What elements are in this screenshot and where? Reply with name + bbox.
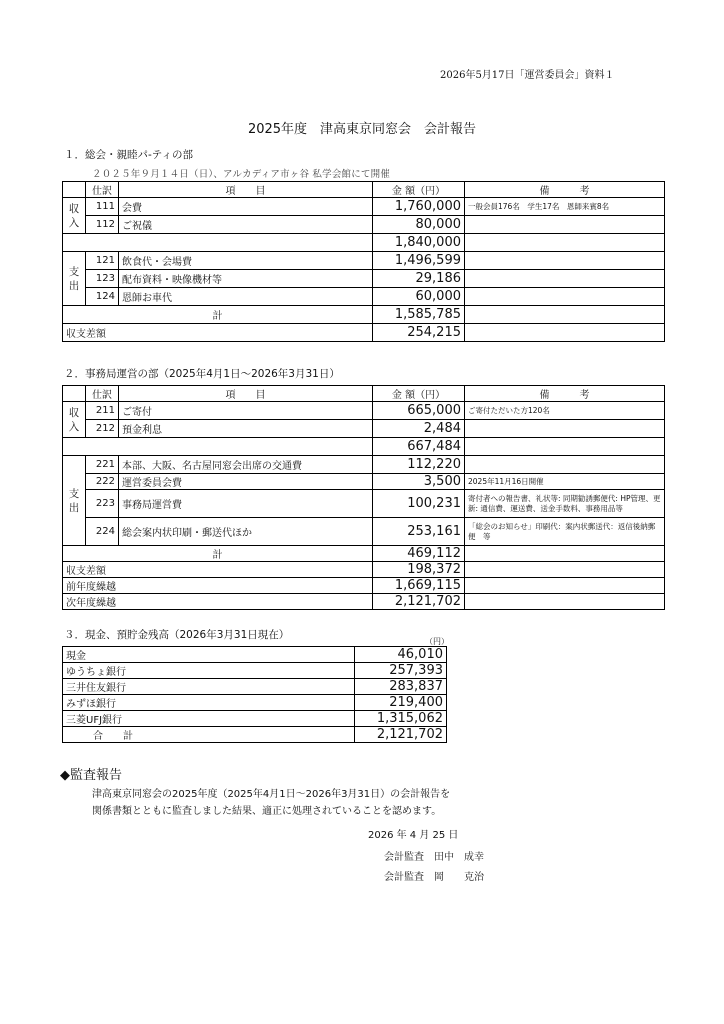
balance-total-amount: 2,121,702 [355,727,447,743]
row-item: 会費 [119,198,373,216]
header-item: 項 目 [119,182,373,198]
row-amount: 112,220 [373,456,465,474]
income-total: 1,840,000 [373,234,465,252]
balance-row-amount: 283,837 [355,679,447,695]
prev-carryover-amount: 1,669,115 [373,578,465,594]
section2-table [62,385,465,610]
auditor-1: 会計監査 田中 成幸 [384,852,484,863]
header-blank [63,386,86,402]
header-blank [63,182,86,198]
income-category-label: 収入 [63,402,86,438]
row-amount: 2,484 [373,420,465,438]
row-amount: 29,186 [373,270,465,288]
row-remarks [465,216,665,234]
row-code: 123 [86,270,119,288]
row-code: 211 [86,402,119,420]
section1-table [62,181,465,342]
audit-heading: ◆監査報告 [60,768,122,783]
section1-event-note: ２０２５年９月１４日（日）、アルカディア市ヶ谷 私学会館にて開催 [92,169,391,180]
row-remarks [465,288,665,306]
row-remarks: 2025年11月16日開催 [465,474,665,490]
balance-row-amount: 257,393 [355,663,447,679]
row-remarks: 一般会員176名 学生17名 恩師来賓8名 [465,198,665,216]
row-remarks [465,594,665,610]
row-remarks: 「総会のお知らせ」印刷代：案内状郵送代：返信後納郵便 等 [465,518,665,546]
balance-total-label: 合 計 [63,727,355,743]
row-remarks [465,306,665,324]
row-item: 預金利息 [119,420,373,438]
row-item: 運営委員会費 [119,474,373,490]
expense-category-label: 支出 [63,252,86,306]
row-item: 総会案内状印刷・郵送代ほか [119,518,373,546]
row-code: 221 [86,456,119,474]
row-remarks [465,420,665,438]
row-remarks [465,324,665,342]
document-reference: 2026年5月17日「運営委員会」資料１ [440,70,615,81]
row-remarks [465,546,665,562]
row-item: ご祝儀 [119,216,373,234]
row-item: ご寄付 [119,402,373,420]
row-remarks [465,578,665,594]
row-item: 恩師お車代 [119,288,373,306]
expense-category-label: 支出 [63,456,86,546]
section2-heading: ２．事務局運営の部（2025年4月1日～2026年3月31日） [64,368,340,380]
balance-row-label: みずほ銀行 [63,695,355,711]
header-code: 仕訳 [86,182,119,198]
expense-total: 469,112 [373,546,465,562]
balance-row-amount: 219,400 [355,695,447,711]
row-code: 224 [86,518,119,546]
prev-carryover-label: 前年度繰越 [63,578,373,594]
income-total-label [63,234,373,252]
section2-remarks [464,385,665,610]
row-remarks [465,234,665,252]
row-remarks: 寄付者への報告書、礼状等: 同期勧誘郵便代: HP管理、更新: 通信費、運送費、送金手数料、事務用品等 [465,490,665,518]
row-item: 飲食代・会場費 [119,252,373,270]
row-code: 223 [86,490,119,518]
next-carryover-amount: 2,121,702 [373,594,465,610]
row-amount: 3,500 [373,474,465,490]
row-amount: 1,760,000 [373,198,465,216]
row-amount: 100,231 [373,490,465,518]
header-item: 項 目 [119,386,373,402]
header-amount: 金 額（円） [373,386,465,402]
auditor-2: 会計監査 岡 克治 [384,872,484,883]
balance-row-label: 三井住友銀行 [63,679,355,695]
expense-total-label: 計 [63,546,373,562]
row-remarks [465,270,665,288]
balance-row-amount: 1,315,062 [355,711,447,727]
balance-row-amount: 46,010 [355,647,447,663]
row-remarks [465,456,665,474]
row-item: 本部、大阪、名古屋同窓会出席の交通費 [119,456,373,474]
header-remarks: 備 考 [465,182,665,198]
row-amount: 253,161 [373,518,465,546]
row-code: 212 [86,420,119,438]
row-amount: 60,000 [373,288,465,306]
row-remarks [465,252,665,270]
section1-heading: １．総会・親睦パ-ティの部 [64,149,193,161]
section3-heading: ３．現金、預貯金残高（2026年3月31日現在） [64,629,290,641]
row-remarks: ご寄付ただいた方120名 [465,402,665,420]
row-remarks [465,438,665,456]
row-amount: 665,000 [373,402,465,420]
balance-label: 収支差額 [63,324,373,342]
row-amount: 1,496,599 [373,252,465,270]
audit-text-line2: 関係書類とともに監査しました結果、適正に処理されていることを認めます。 [92,806,442,817]
row-item: 配布資料・映像機材等 [119,270,373,288]
audit-text-line1: 津高東京同窓会の2025年度（2025年4月1日～2026年3月31日）の会計報告を [92,789,451,800]
income-total-label [63,438,373,456]
header-remarks: 備 考 [465,386,665,402]
row-code: 121 [86,252,119,270]
row-remarks [465,562,665,578]
header-code: 仕訳 [86,386,119,402]
balance-row-label: 三菱UFJ銀行 [63,711,355,727]
next-carryover-label: 次年度繰越 [63,594,373,610]
row-code: 222 [86,474,119,490]
balance-amount: 254,215 [373,324,465,342]
balance-row-label: 現金 [63,647,355,663]
section3-table [62,646,447,743]
row-code: 111 [86,198,119,216]
expense-total-label: 計 [63,306,373,324]
balance-row-label: ゆうちょ銀行 [63,663,355,679]
row-item: 事務局運営費 [119,490,373,518]
audit-date: 2026 年 4 月 25 日 [368,830,459,841]
row-code: 112 [86,216,119,234]
unit-label: （円） [425,637,449,646]
section1-remarks [464,181,665,342]
income-category-label: 収入 [63,198,86,234]
expense-total: 1,585,785 [373,306,465,324]
header-amount: 金 額（円） [373,182,465,198]
row-amount: 80,000 [373,216,465,234]
balance-label: 収支差額 [63,562,373,578]
income-total: 667,484 [373,438,465,456]
row-code: 124 [86,288,119,306]
balance-amount: 198,372 [373,562,465,578]
page-title: 2025年度 津高東京同窓会 会計報告 [247,122,477,137]
